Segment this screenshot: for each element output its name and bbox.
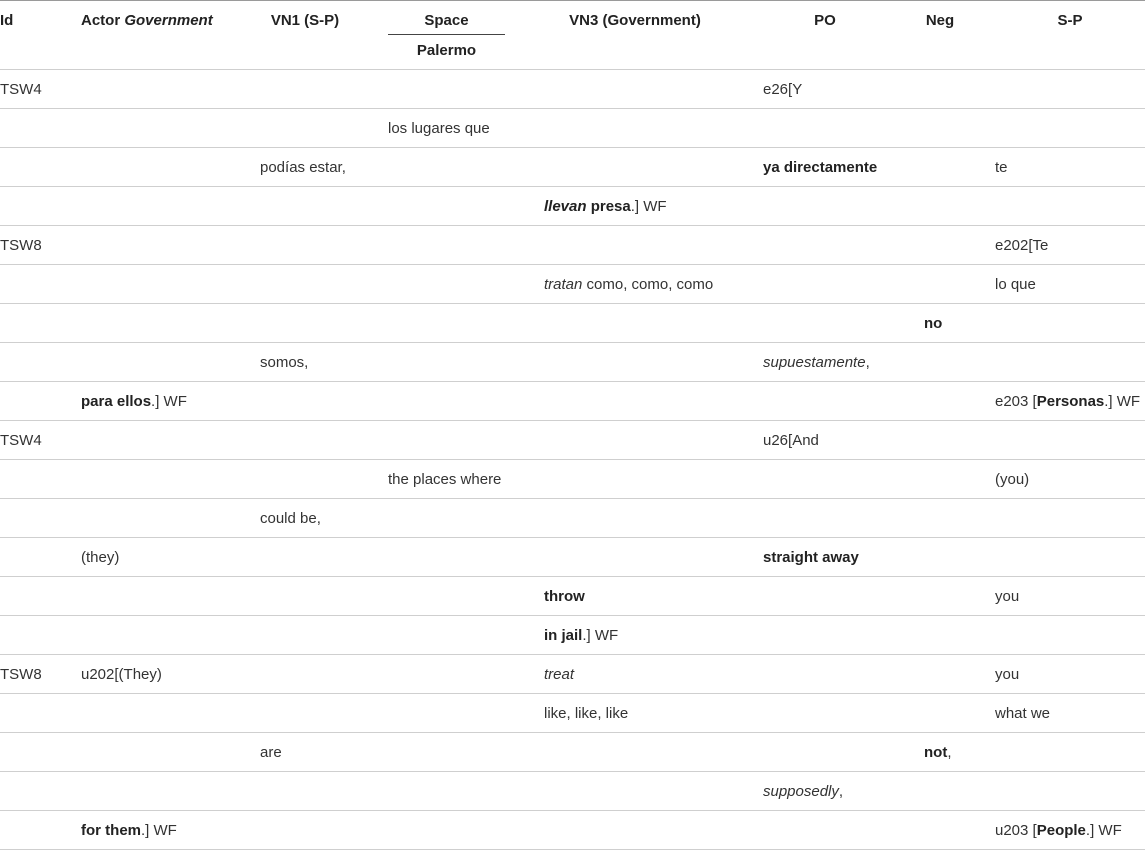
cell-text-segment: straight away [763, 549, 859, 566]
cell-text-segment: llevan [544, 198, 587, 215]
table-row [0, 577, 1145, 616]
row-divider [0, 420, 1145, 421]
cell-vn3 [544, 694, 628, 733]
cell-id: TSW8 [0, 666, 42, 683]
cell-sp [995, 811, 1122, 850]
cell-space [388, 109, 490, 148]
header-actor-italic: Government [124, 12, 213, 29]
cell-actor [81, 538, 119, 577]
cell-neg [924, 304, 942, 343]
table-row [0, 772, 1145, 811]
row-divider [0, 225, 1145, 226]
cell-neg [924, 733, 952, 772]
table-row [0, 226, 1145, 265]
cell-vn1 [260, 499, 321, 538]
row-divider [0, 147, 1145, 148]
cell-text-segment: e203 [ [995, 393, 1037, 410]
row-divider [0, 732, 1145, 733]
cell-vn3 [544, 655, 574, 694]
row-divider [0, 186, 1145, 187]
cell-text-segment: supposedly [763, 783, 839, 800]
cell-space [388, 460, 501, 499]
cell-vn3 [544, 616, 618, 655]
header-sp: S-P [1057, 12, 1083, 29]
cell-sp [995, 460, 1029, 499]
cell-vn1 [260, 343, 308, 382]
row-divider [0, 342, 1145, 343]
row-divider [0, 693, 1145, 694]
row-divider [0, 576, 1145, 577]
row-divider [0, 381, 1145, 382]
cell-vn1 [260, 733, 282, 772]
cell-id: TSW4 [0, 432, 42, 449]
table-top-rule [0, 0, 1145, 1]
cell-po [763, 148, 877, 187]
table-row [0, 109, 1145, 148]
header-actor-prefix: Actor [81, 12, 125, 29]
cell-text-segment: treat [544, 666, 575, 683]
table-row [0, 694, 1145, 733]
cell-text-segment: you [995, 666, 1020, 683]
cell-po [763, 343, 870, 382]
cell-text-segment: u203 [ [995, 822, 1037, 839]
row-divider [0, 810, 1145, 811]
table-row [0, 421, 1145, 460]
cell-actor [81, 811, 177, 850]
cell-text-segment: Personas [1036, 393, 1105, 410]
header-vn1: VN1 (S-P) [270, 12, 340, 29]
cell-text-segment: .] WF [1104, 393, 1141, 410]
cell-sp [995, 577, 1019, 616]
cell-text-segment: somos, [260, 354, 309, 371]
cell-vn3 [544, 577, 585, 616]
cell-text-segment: no [924, 315, 943, 332]
header-space: Space [424, 12, 469, 29]
cell-text-segment: , [865, 354, 870, 371]
table-row [0, 616, 1145, 655]
cell-text-segment: could be, [260, 510, 321, 527]
cell-text-segment: podías estar, [260, 159, 346, 176]
cell-vn3 [544, 265, 713, 304]
cell-text-segment: you [995, 588, 1020, 605]
table-row [0, 733, 1145, 772]
cell-po [763, 421, 819, 460]
header-neg: Neg [925, 12, 955, 29]
cell-actor [81, 655, 162, 694]
cell-text-segment: People [1036, 822, 1086, 839]
cell-sp [995, 655, 1019, 694]
table-row [0, 343, 1145, 382]
row-divider [0, 537, 1145, 538]
table-row [0, 460, 1145, 499]
header-vn3: VN3 (Government) [569, 12, 701, 29]
cell-text-segment: e202[Te [995, 237, 1049, 254]
cell-text-segment: the places where [388, 471, 502, 488]
cell-text-segment: .] WF [630, 198, 667, 215]
cell-text-segment: what we [995, 705, 1051, 722]
cell-text-segment: presa [590, 198, 631, 215]
cell-text-segment: supuestamente [763, 354, 866, 371]
row-divider [0, 108, 1145, 109]
table-row [0, 265, 1145, 304]
cell-text-segment: para ellos [81, 393, 152, 410]
cell-text-segment: e26[Y [763, 81, 803, 98]
cell-text-segment: .] WF [1085, 822, 1122, 839]
table-row [0, 382, 1145, 421]
row-divider [0, 303, 1145, 304]
space-header-underline [388, 34, 505, 35]
row-divider [0, 459, 1145, 460]
cell-sp [995, 265, 1036, 304]
header-po: PO [814, 12, 836, 29]
row-divider [0, 771, 1145, 772]
header-id: Id [0, 12, 14, 29]
cell-text-segment: throw [544, 588, 585, 605]
cell-text-segment: lo que [995, 276, 1036, 293]
cell-text-segment: como, como, como [582, 276, 714, 293]
cell-text-segment: .] WF [582, 627, 619, 644]
table-row [0, 70, 1145, 109]
cell-sp [995, 694, 1050, 733]
cell-text-segment: for them [81, 822, 141, 839]
cell-text-segment: are [260, 744, 282, 761]
cell-vn3 [544, 187, 667, 226]
cell-text-segment: tratan [544, 276, 583, 293]
cell-text-segment: te [995, 159, 1008, 176]
cell-text-segment: .] WF [141, 822, 177, 839]
cell-vn1 [260, 148, 346, 187]
table-row [0, 655, 1145, 694]
row-divider [0, 264, 1145, 265]
cell-text-segment: u26[And [763, 432, 819, 449]
cell-text-segment: u202[(They) [81, 666, 162, 683]
cell-text-segment: , [838, 783, 844, 800]
header-palermo: Palermo [416, 42, 477, 59]
cell-text-segment: like, like, like [544, 705, 629, 722]
cell-sp [995, 226, 1048, 265]
row-divider [0, 615, 1145, 616]
cell-po [763, 70, 802, 109]
table-row [0, 187, 1145, 226]
table-row [0, 538, 1145, 577]
cell-text-segment: ya directamente [763, 159, 878, 176]
row-divider [0, 498, 1145, 499]
table-row [0, 148, 1145, 187]
cell-sp [995, 148, 1008, 187]
cell-text-segment: .] WF [151, 393, 187, 410]
table-row [0, 499, 1145, 538]
cell-text-segment: , [947, 744, 952, 761]
table-row [0, 811, 1145, 850]
cell-po [763, 772, 843, 811]
table-row [0, 304, 1145, 343]
cell-text-segment: (they) [81, 549, 120, 566]
cell-text-segment: in jail [544, 627, 583, 644]
cell-id: TSW8 [0, 237, 42, 254]
cell-po [763, 538, 859, 577]
row-divider [0, 654, 1145, 655]
cell-actor [81, 382, 187, 421]
cell-text-segment: los lugares que [388, 120, 490, 137]
cell-sp [995, 382, 1140, 421]
header-actor [81, 12, 213, 30]
cell-text-segment: (you) [995, 471, 1030, 488]
cell-id: TSW4 [0, 81, 42, 98]
cell-text-segment: not [924, 744, 948, 761]
